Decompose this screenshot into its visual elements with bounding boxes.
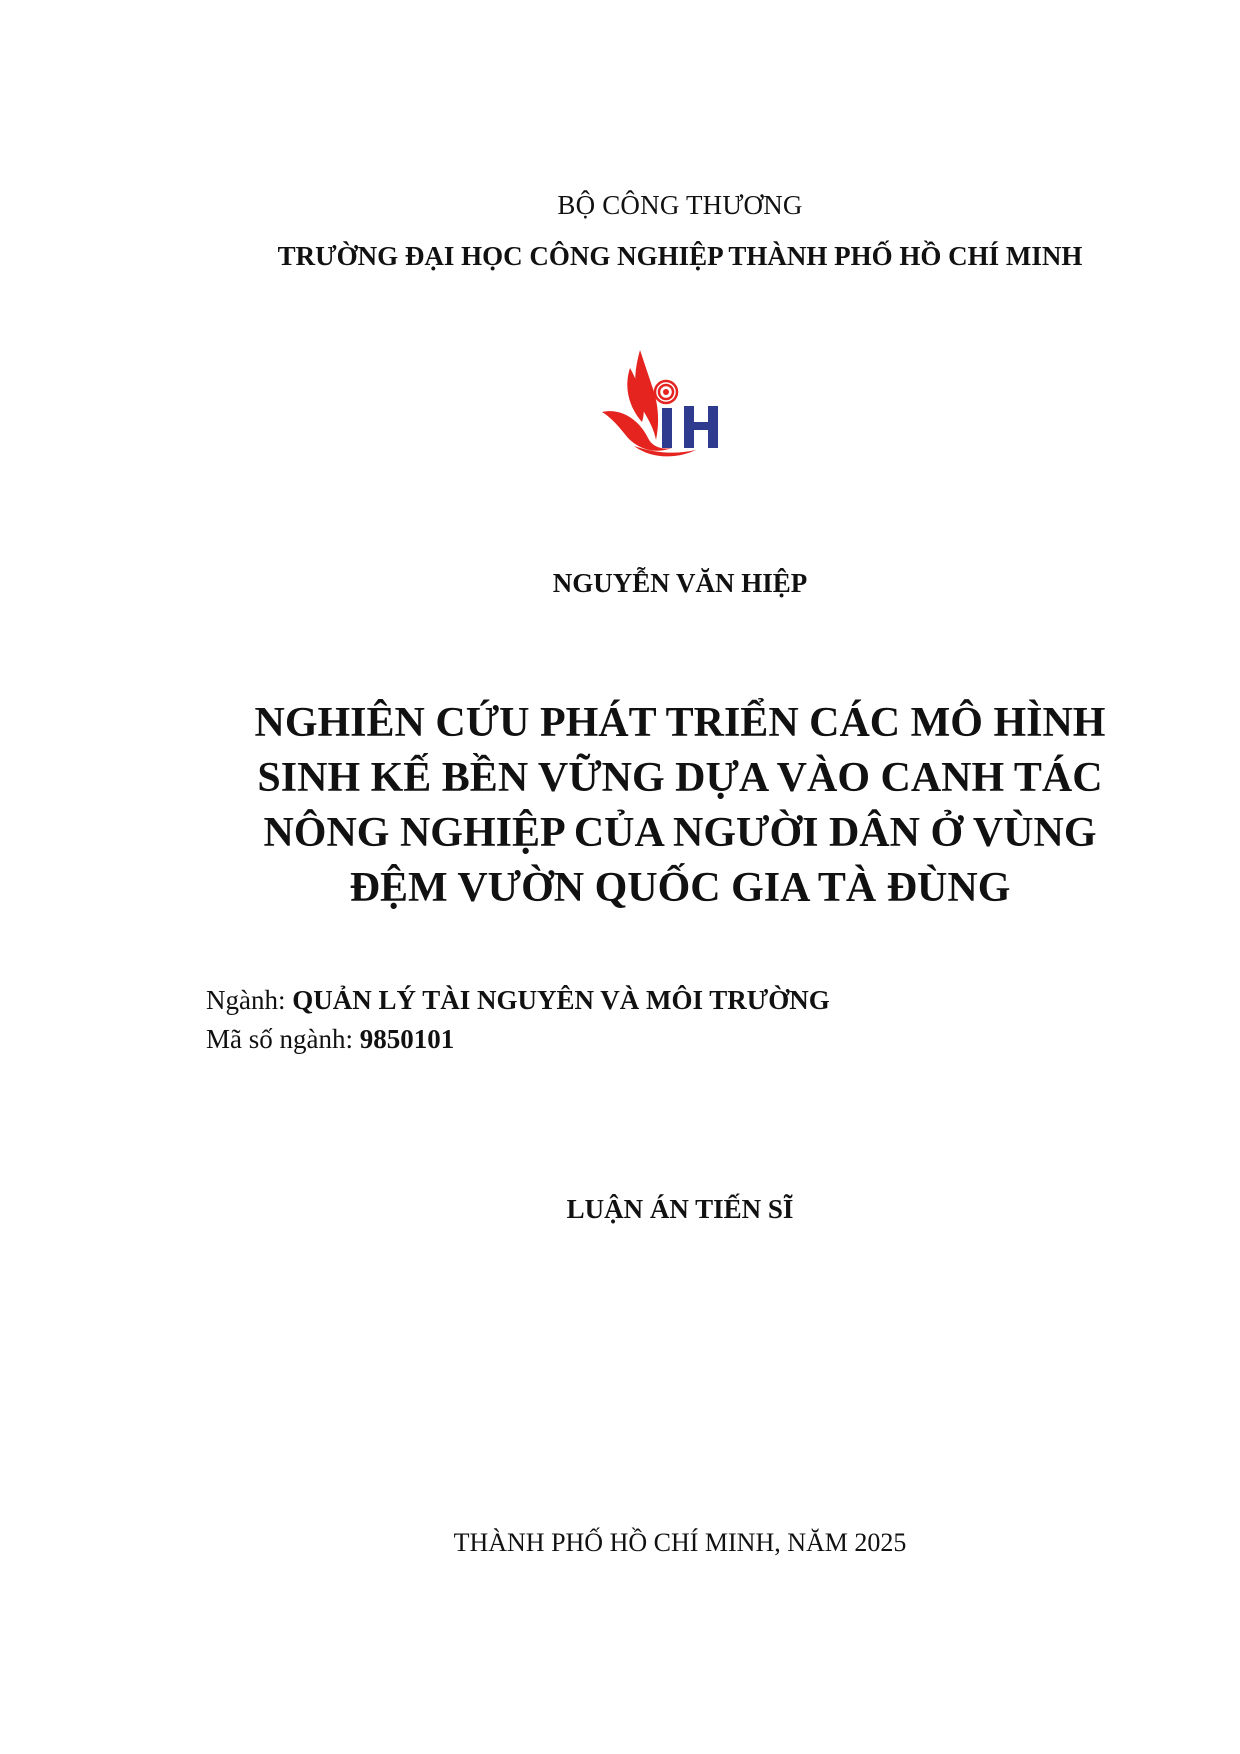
logo-letter-i bbox=[662, 408, 672, 448]
logo-arc-inner bbox=[663, 389, 669, 395]
major-row bbox=[206, 985, 830, 1016]
major-code-label: Mã số ngành: bbox=[206, 1024, 360, 1054]
thesis-title-line-2: SINH KẾ BỀN VỮNG DỰA VÀO CANH TÁC bbox=[257, 755, 1103, 801]
thesis-title-line-3: NÔNG NGHIỆP CỦA NGƯỜI DÂN Ở VÙNG bbox=[263, 810, 1097, 856]
author-name: NGUYỄN VĂN HIỆP bbox=[552, 568, 808, 598]
major-value: QUẢN LÝ TÀI NGUYÊN VÀ MÔI TRƯỜNG bbox=[292, 985, 830, 1015]
thesis-title-line-1: NGHIÊN CỨU PHÁT TRIỂN CÁC MÔ HÌNH bbox=[254, 700, 1106, 746]
thesis-title-line-4: ĐỆM VƯỜN QUỐC GIA TÀ ĐÙNG bbox=[349, 865, 1011, 911]
place-and-year: THÀNH PHỐ HỒ CHÍ MINH, NĂM 2025 bbox=[453, 1528, 907, 1557]
logo-flame-left bbox=[602, 411, 672, 451]
university-logo bbox=[600, 350, 730, 460]
thesis-title bbox=[60, 696, 1240, 916]
major-code-value: 9850101 bbox=[359, 1024, 455, 1054]
logo-letter-h-bar bbox=[684, 422, 718, 430]
major-code-row bbox=[206, 1024, 454, 1055]
ministry-name: BỘ CÔNG THƯƠNG bbox=[557, 190, 803, 220]
major-label: Ngành: bbox=[206, 985, 293, 1015]
university-name: TRƯỜNG ĐẠI HỌC CÔNG NGHIỆP THÀNH PHỐ HỒ CHÍ MINH bbox=[277, 241, 1083, 271]
degree-type: LUẬN ÁN TIẾN SĨ bbox=[566, 1194, 794, 1224]
